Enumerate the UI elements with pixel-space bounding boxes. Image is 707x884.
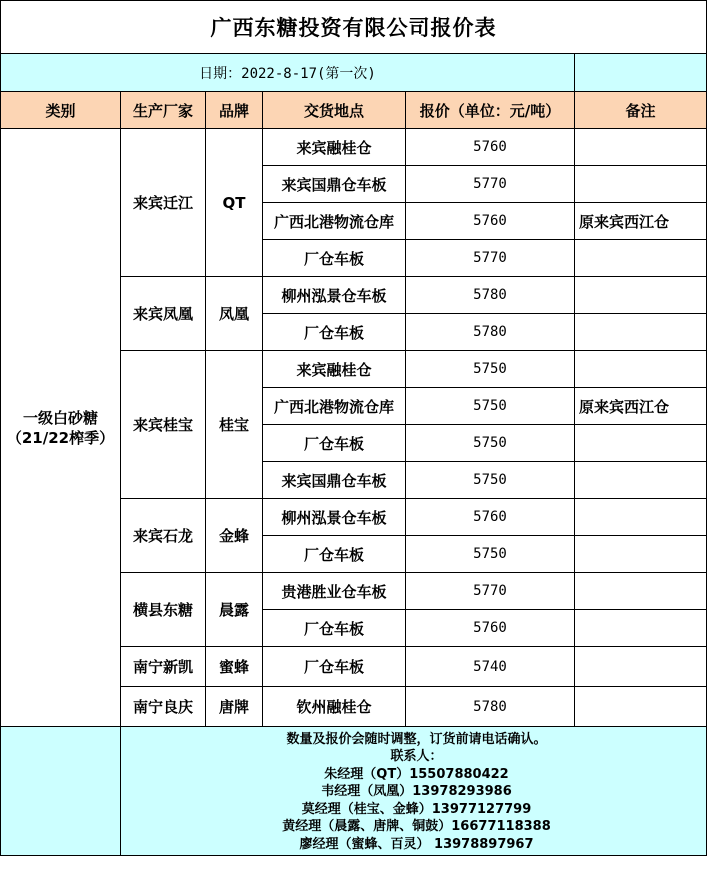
note-cell [575,277,707,314]
footer-line: 廖经理（蜜蜂、百灵） 13978897967 [299,836,534,852]
price-cell: 5780 [406,314,575,351]
price-cell: 5760 [406,129,575,166]
category-name: 一级白砂糖 [22,408,98,427]
brand-cell: QT [206,129,263,277]
price-cell: 5770 [406,240,575,277]
header-price: 报价（单位：元/吨） [406,92,575,129]
header-category: 类别 [1,92,121,129]
location-cell: 来宾融桂仓 [263,129,406,166]
location-cell: 厂仓车板 [263,314,406,351]
footer-line: 韦经理（凤凰）13978293986 [321,784,512,800]
location-cell: 厂仓车板 [263,647,406,687]
note-cell [575,129,707,166]
note-cell [575,240,707,277]
location-cell: 来宾融桂仓 [263,351,406,388]
footer-line: 联系人： [390,749,443,765]
footer-line: 朱经理（QT）15507880422 [324,766,509,782]
location-cell: 柳州泓景仓车板 [263,499,406,536]
note-cell [575,166,707,203]
factory-cell: 来宾桂宝 [121,351,206,499]
note-cell [575,687,707,727]
price-cell: 5760 [406,610,575,647]
note-cell [575,314,707,351]
price-cell: 5780 [406,277,575,314]
header-brand: 品牌 [206,92,263,129]
brand-cell: 凤凰 [206,277,263,351]
note-cell [575,499,707,536]
note-cell [575,462,707,499]
location-cell: 广西北港物流仓库 [263,388,406,425]
price-cell: 5750 [406,462,575,499]
category-cell [1,129,121,727]
price-cell: 5770 [406,166,575,203]
location-cell: 钦州融桂仓 [263,687,406,727]
location-cell: 厂仓车板 [263,240,406,277]
brand-cell: 桂宝 [206,351,263,499]
header-factory: 生产厂家 [121,92,206,129]
note-cell: 原来宾西江仓 [575,388,707,425]
table-row [1,129,707,166]
location-cell: 厂仓车板 [263,610,406,647]
header-location: 交货地点 [263,92,406,129]
footer-notes [121,727,707,856]
factory-cell: 南宁良庆 [121,687,206,727]
brand-cell: 唐牌 [206,687,263,727]
price-cell: 5750 [406,425,575,462]
brand-cell: 金蜂 [206,499,263,573]
date-extra-cell [575,54,707,92]
note-cell [575,647,707,687]
note-cell [575,351,707,388]
location-cell: 来宾国鼎仓车板 [263,166,406,203]
header-note: 备注 [575,92,707,129]
price-cell: 5780 [406,687,575,727]
date-line: 日期：2022-8-17(第一次) [1,54,575,92]
note-cell [575,536,707,573]
location-cell: 厂仓车板 [263,536,406,573]
location-cell: 来宾国鼎仓车板 [263,462,406,499]
factory-cell: 横县东糖 [121,573,206,647]
page-title: 广西东糖投资有限公司报价表 [1,1,707,54]
location-cell: 柳州泓景仓车板 [263,277,406,314]
header-row [1,92,707,129]
price-cell: 5760 [406,203,575,240]
factory-cell: 来宾迁江 [121,129,206,277]
location-cell: 贵港胜业仓车板 [263,573,406,610]
brand-cell: 蜜蜂 [206,647,263,687]
footer-row [1,727,707,856]
category-season: （21/22榨季） [6,428,115,447]
location-cell: 厂仓车板 [263,425,406,462]
footer-line: 黄经理（晨露、唐牌、铜鼓）16677118388 [282,819,551,835]
price-cell: 5760 [406,499,575,536]
footer-spacer [1,727,121,856]
brand-cell: 晨露 [206,573,263,647]
note-cell: 原来宾西江仓 [575,203,707,240]
footer-line: 数量及报价会随时调整，订货前请电话确认。 [286,732,547,748]
factory-cell: 来宾凤凰 [121,277,206,351]
price-cell: 5750 [406,536,575,573]
price-cell: 5740 [406,647,575,687]
note-cell [575,573,707,610]
price-cell: 5750 [406,388,575,425]
note-cell [575,610,707,647]
note-cell [575,425,707,462]
location-cell: 广西北港物流仓库 [263,203,406,240]
price-cell: 5750 [406,351,575,388]
price-cell: 5770 [406,573,575,610]
factory-cell: 来宾石龙 [121,499,206,573]
factory-cell: 南宁新凯 [121,647,206,687]
footer-line: 莫经理（桂宝、金蜂）13977127799 [301,801,532,817]
